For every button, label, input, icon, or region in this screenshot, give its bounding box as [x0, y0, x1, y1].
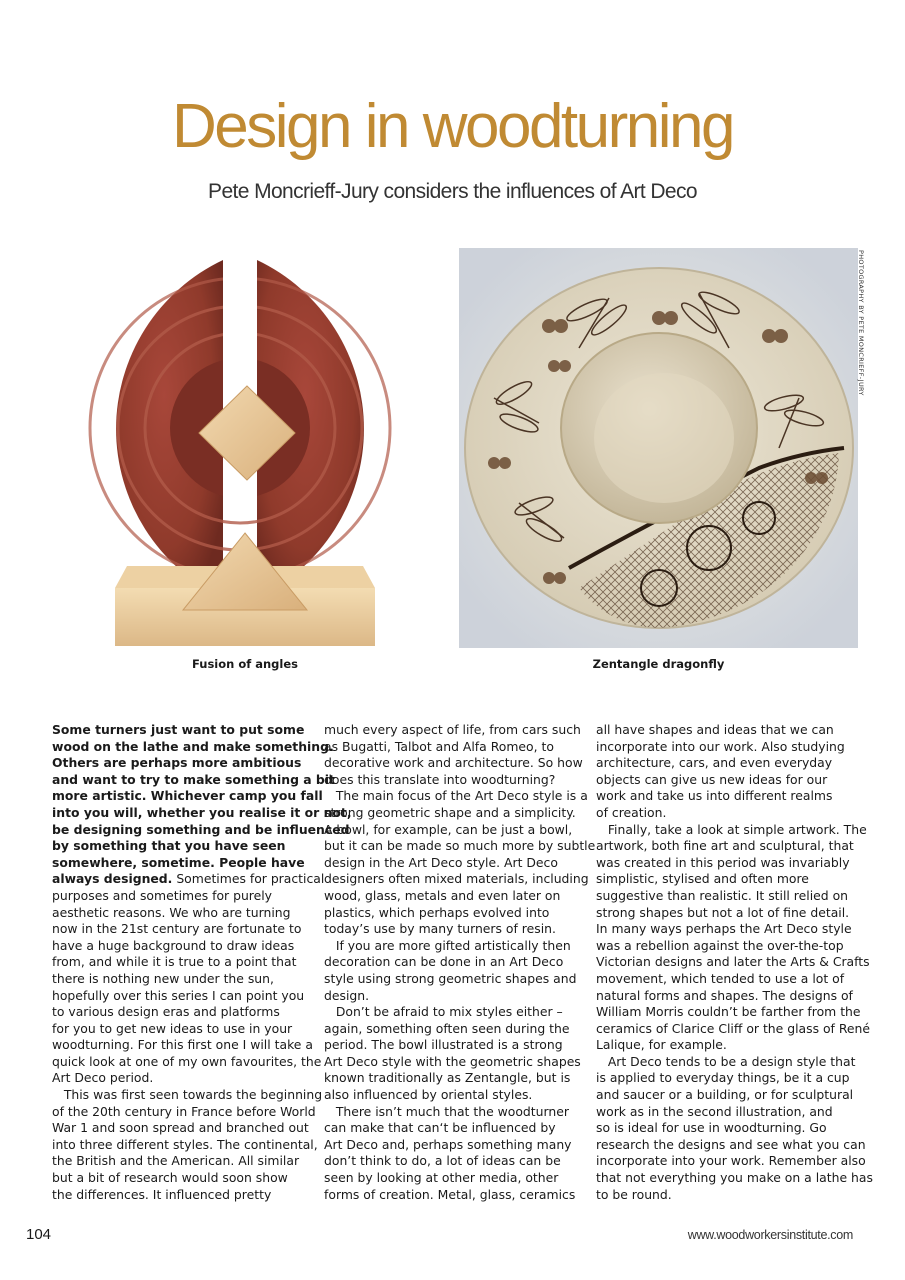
text-line: to various design eras and platforms — [52, 1004, 280, 1020]
text-line: seen by looking at other media, other — [324, 1170, 559, 1186]
text-line: This was first seen towards the beginning — [52, 1087, 323, 1103]
photo-fusion-of-angles — [45, 248, 445, 648]
text-line: woodturning. For this first one I will take a — [52, 1037, 313, 1053]
text-line: again, something often seen during the — [324, 1020, 570, 1036]
text-line: strong geometric shape and a simplicity. — [324, 804, 576, 820]
text-line: forms of creation. Metal, glass, ceramics — [324, 1186, 576, 1202]
text-line: wood on the lathe and make something. — [52, 738, 334, 754]
text-line: of creation. — [596, 804, 667, 820]
text-line: be designing something and be influenced — [52, 821, 350, 837]
text-line: always designed. Sometimes for practical — [52, 871, 325, 887]
text-line: wood, glass, metals and even later on — [324, 887, 561, 903]
text-line: into you will, whether you realise it or not, — [52, 804, 352, 820]
text-line: more artistic. Whichever camp you fall — [52, 788, 323, 804]
text-line: plastics, which perhaps evolved into — [324, 904, 550, 920]
text-line: from, and while it is true to a point that — [52, 954, 297, 970]
caption-fusion-of-angles: Fusion of angles — [191, 657, 299, 671]
text-line: Art Deco and, perhaps something many — [324, 1136, 572, 1152]
text-line: Lalique, for example. — [596, 1037, 727, 1053]
text-line: Art Deco tends to be a design style that — [596, 1053, 856, 1069]
text-line: does this translate into woodturning? — [324, 771, 556, 787]
website-url[interactable]: www.woodworkersinstitute.com — [687, 1228, 853, 1242]
text-line: The main focus of the Art Deco style is a — [324, 788, 588, 804]
text-line: have a huge background to draw ideas — [52, 937, 295, 953]
text-line: Some turners just want to put some — [52, 722, 305, 737]
text-line: objects can give us new ideas for our — [596, 771, 828, 787]
text-line: decorative work and architecture. So how — [324, 755, 583, 771]
text-line: style using strong geometric shapes and — [324, 970, 577, 986]
text-line: aesthetic reasons. We who are turning — [52, 904, 291, 920]
text-line: can make that can‘t be influenced by — [324, 1120, 556, 1136]
caption-zentangle-dragonfly: Zentangle dragonfly — [592, 657, 725, 671]
text-line: work and take us into different realms — [596, 788, 833, 804]
text-line: A bowl, for example, can be just a bowl, — [324, 821, 573, 837]
article-title: Design in woodturning — [172, 92, 733, 161]
text-line: decoration can be done in an Art Deco — [324, 954, 564, 970]
text-line: designers often mixed materials, including — [324, 871, 589, 887]
text-line: incorporate into our work. Also studying — [596, 738, 845, 754]
text-line: was a rebellion against the over-the-top — [596, 937, 844, 953]
text-line: Don’t be afraid to mix styles either – — [324, 1004, 563, 1020]
text-line: Victorian designs and later the Arts & Crafts — [596, 954, 870, 970]
zentangle-dragonfly-illustration — [459, 248, 858, 648]
text-line: of the 20th century in France before World — [52, 1103, 316, 1119]
text-line: but a bit of research would soon show — [52, 1170, 288, 1186]
body-column-3 — [596, 722, 873, 1203]
text-line: so is ideal for use in woodturning. Go — [596, 1120, 827, 1136]
text-line: strong shapes but not a lot of fine detail. — [596, 904, 850, 920]
text-line: Art Deco period. — [52, 1070, 154, 1086]
text-line: as Bugatti, Talbot and Alfa Romeo, to — [324, 738, 554, 754]
text-line: all have shapes and ideas that we can — [596, 722, 834, 737]
text-line: War 1 and soon spread and branched out — [52, 1120, 309, 1136]
article-subtitle: Pete Moncrieff-Jury considers the influences of Art Deco — [208, 180, 697, 203]
text-line: suggestive than realistic. It still relied on — [596, 887, 848, 903]
text-line: Finally, take a look at simple artwork. The — [596, 821, 867, 837]
text-line: don’t think to do, a lot of ideas can be — [324, 1153, 561, 1169]
text-line: the differences. It influenced pretty — [52, 1186, 272, 1202]
text-line: natural forms and shapes. The designs of — [596, 987, 853, 1003]
text-line: but it can be made so much more by subtle — [324, 838, 596, 854]
text-line: today’s use by many turners of resin. — [324, 921, 556, 937]
text-line: research the designs and see what you can — [596, 1136, 866, 1152]
body-column-1 — [52, 722, 352, 1203]
text-line: ceramics of Clarice Cliff or the glass of René — [596, 1020, 871, 1036]
text-line: now in the 21st century are fortunate to — [52, 921, 302, 937]
text-line: the British and the American. All similar — [52, 1153, 300, 1169]
text-line: for you to get new ideas to use in your — [52, 1020, 293, 1036]
text-line: also influenced by oriental styles. — [324, 1087, 533, 1103]
text-line: architecture, cars, and even everyday — [596, 755, 833, 771]
text-line: design. — [324, 987, 370, 1003]
page-number: 104 — [26, 1226, 52, 1243]
text-line: was created in this period was invariably — [596, 854, 850, 870]
text-line: is applied to everyday things, be it a cup — [596, 1070, 850, 1086]
text-line: Others are perhaps more ambitious — [52, 755, 302, 771]
text-line: period. The bowl illustrated is a strong — [324, 1037, 563, 1053]
text-line: William Morris couldn’t be farther from the — [596, 1004, 861, 1020]
text-line: purposes and sometimes for purely — [52, 887, 273, 903]
text-line: and want to try to make something a bit — [52, 771, 335, 787]
text-line: artwork, both fine art and sculptural, that — [596, 838, 854, 854]
text-line: work as in the second illustration, and — [596, 1103, 833, 1119]
text-line: to be round. — [596, 1186, 672, 1202]
text-line: movement, which tended to use a lot of — [596, 970, 845, 986]
text-line: that not everything you make on a lathe has — [596, 1170, 873, 1186]
text-line: Art Deco style with the geometric shapes — [324, 1053, 581, 1069]
photo-credit: PHOTOGRAPHY BY PETE MONCRIEFF-JURY — [857, 250, 865, 396]
photo-zentangle-dragonfly — [459, 248, 858, 648]
text-line: If you are more gifted artistically then — [324, 937, 571, 953]
body-column-2 — [324, 722, 596, 1203]
text-line: known traditionally as Zentangle, but is — [324, 1070, 571, 1086]
text-line: simplistic, stylised and often more — [596, 871, 809, 887]
text-line: quick look at one of my own favourites, the — [52, 1053, 322, 1069]
fusion-of-angles-illustration — [45, 248, 445, 648]
text-line: and saucer or a building, or for sculptural — [596, 1087, 854, 1103]
text-line: by something that you have seen — [52, 838, 286, 854]
text-line: incorporate into your work. Remember also — [596, 1153, 866, 1169]
text-line: somewhere, sometime. People have — [52, 854, 305, 870]
text-line: In many ways perhaps the Art Deco style — [596, 921, 852, 937]
text-line: hopefully over this series I can point you — [52, 987, 305, 1003]
text-line: into three different styles. The continental, — [52, 1136, 318, 1152]
text-line: There isn’t much that the woodturner — [324, 1103, 569, 1119]
text-line: much every aspect of life, from cars such — [324, 722, 581, 737]
text-line: design in the Art Deco style. Art Deco — [324, 854, 558, 870]
text-line: there is nothing new under the sun, — [52, 970, 274, 986]
